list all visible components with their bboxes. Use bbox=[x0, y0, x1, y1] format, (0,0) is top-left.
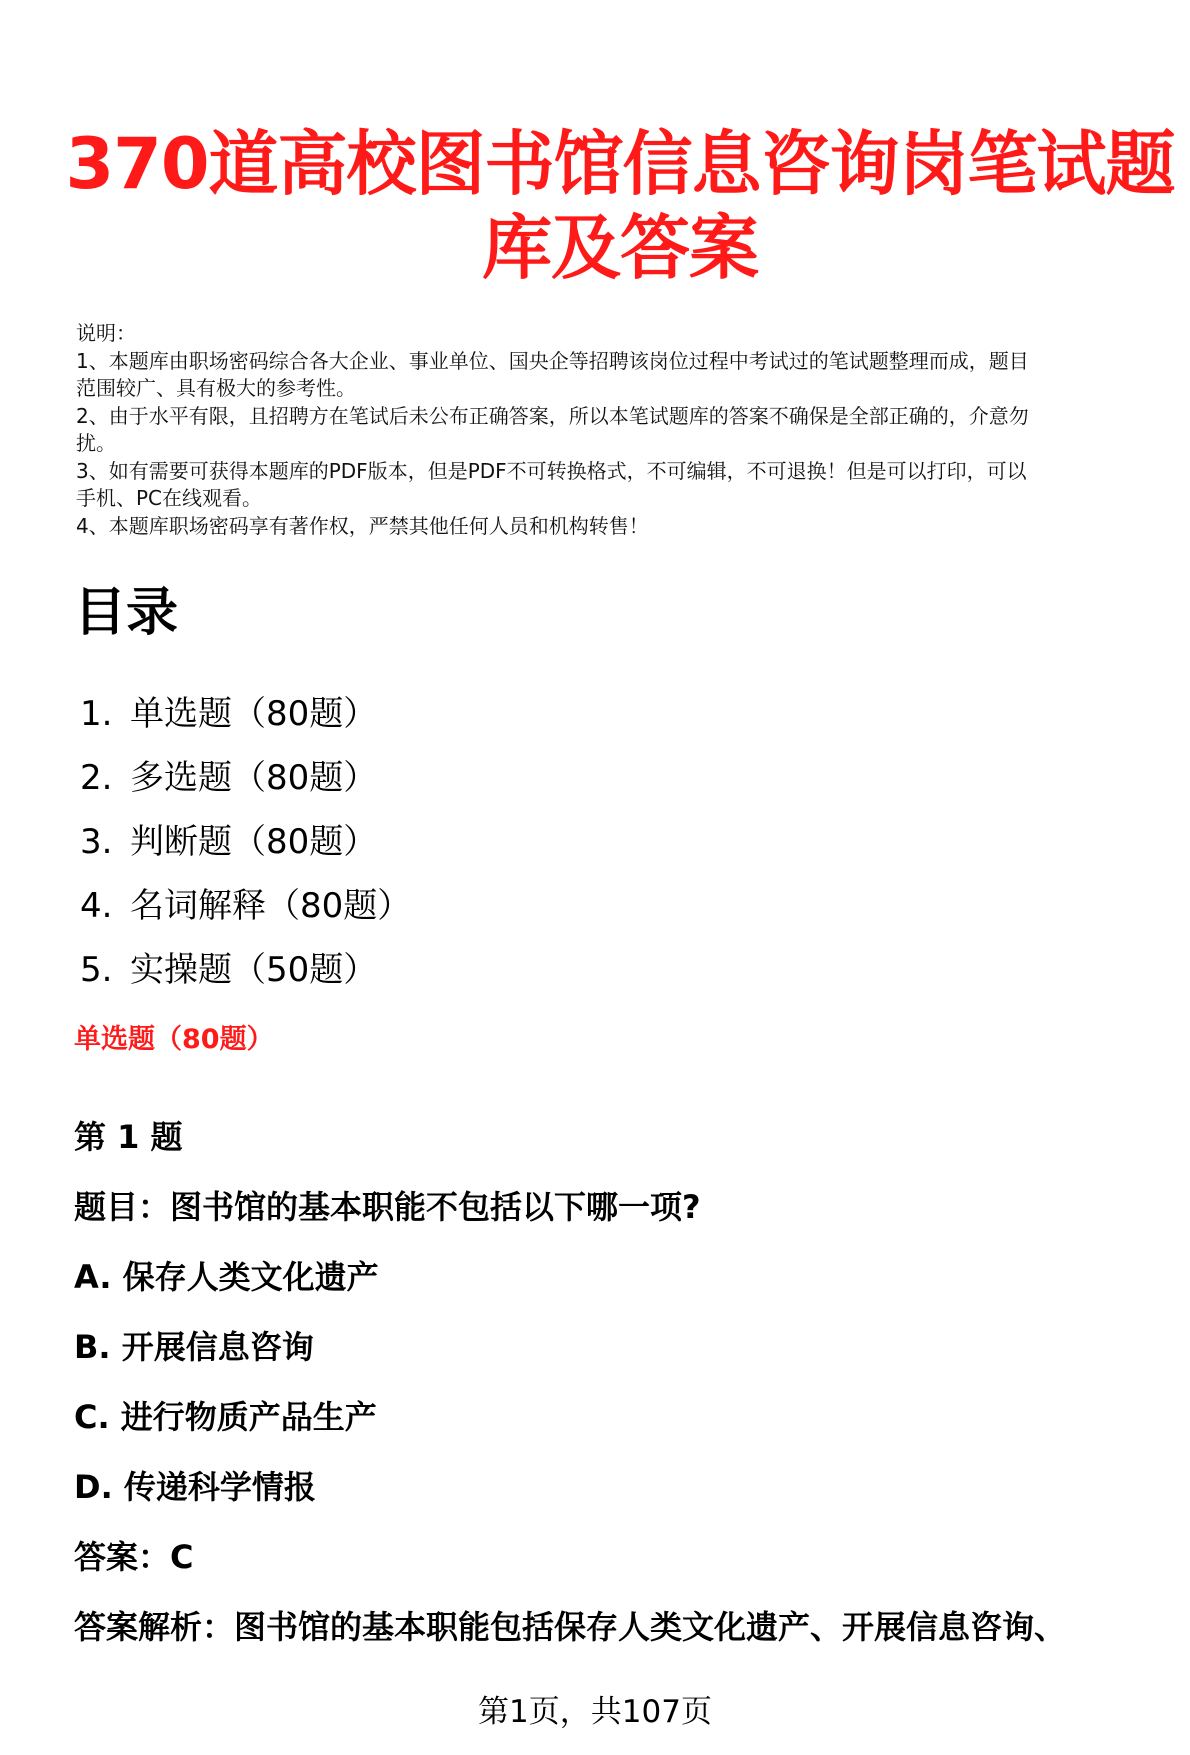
toc-item-label: 单选题（80题） bbox=[130, 694, 378, 734]
page-footer: 第1页，共107页 bbox=[478, 1694, 712, 1730]
notes-heading: 说明： bbox=[76, 321, 136, 345]
answer: 答案：C bbox=[74, 1538, 194, 1576]
toc-heading: 目录 bbox=[74, 583, 179, 643]
toc-item bbox=[80, 810, 411, 874]
document-title-line-2: 库及答案 bbox=[482, 207, 758, 289]
notes-line: 范围较广、具有极大的参考性。 bbox=[76, 376, 356, 400]
notes-block bbox=[76, 320, 1156, 540]
option-a: A. 保存人类文化遗产 bbox=[74, 1258, 379, 1296]
toc-item bbox=[80, 874, 411, 938]
toc-item bbox=[80, 682, 411, 746]
question-block bbox=[74, 1102, 1174, 1662]
toc-item-label: 多选题（80题） bbox=[130, 758, 378, 798]
question-stem: 题目：图书馆的基本职能不包括以下哪一项? bbox=[74, 1188, 701, 1226]
document-title-line-1: 370道高校图书馆信息咨询岗笔试题 bbox=[65, 123, 1175, 205]
answer-explanation: 答案解析：图书馆的基本职能包括保存人类文化遗产、开展信息咨询、 bbox=[74, 1608, 1067, 1646]
option-c: C. 进行物质产品生产 bbox=[74, 1398, 377, 1436]
option-d: D. 传递科学情报 bbox=[74, 1468, 316, 1506]
toc-item bbox=[80, 938, 411, 1002]
toc-item-label: 名词解释（80题） bbox=[130, 886, 412, 926]
toc-item-label: 判断题（80题） bbox=[130, 822, 378, 862]
toc-item bbox=[80, 746, 411, 810]
toc-item-number: 3. bbox=[80, 822, 113, 862]
notes-line: 2、由于水平有限，且招聘方在笔试后未公布正确答案，所以本笔试题库的答案不确保是全部正确的，介意勿 bbox=[76, 403, 1029, 428]
question-number: 第 1 题 bbox=[74, 1118, 183, 1156]
toc-item-label: 实操题（50题） bbox=[130, 950, 378, 990]
notes-line: 手机、PC在线观看。 bbox=[76, 486, 263, 510]
option-b: B. 开展信息咨询 bbox=[74, 1328, 314, 1366]
section-title: 单选题（80题） bbox=[74, 1024, 274, 1055]
toc-item-number: 2. bbox=[80, 758, 113, 798]
toc-item-number: 1. bbox=[80, 694, 113, 734]
notes-line: 扰。 bbox=[76, 431, 116, 455]
notes-line: 4、本题库职场密码享有著作权，严禁其他任何人员和机构转售！ bbox=[76, 513, 649, 538]
notes-line: 1、本题库由职场密码综合各大企业、事业单位、国央企等招聘该岗位过程中考试过的笔试题整理而成，题目 bbox=[76, 348, 1029, 373]
notes-line: 3、如有需要可获得本题库的PDF版本，但是PDF不可转换格式，不可编辑，不可退换！但是可以打印，可以 bbox=[76, 458, 1027, 483]
table-of-contents bbox=[80, 682, 411, 1002]
toc-item-number: 4. bbox=[80, 886, 113, 926]
toc-item-number: 5. bbox=[80, 950, 113, 990]
